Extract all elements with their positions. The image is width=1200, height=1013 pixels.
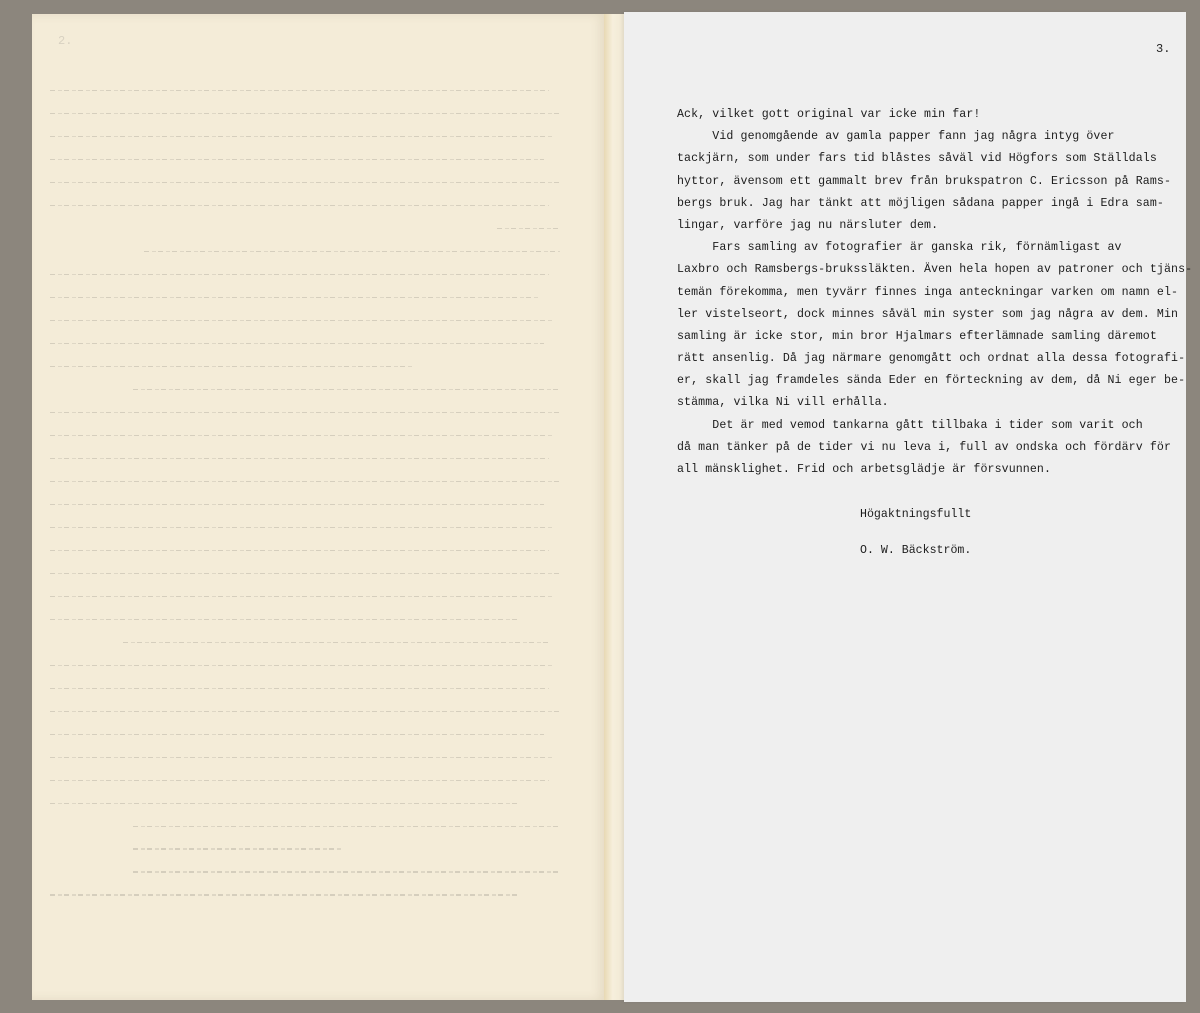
body-line: Vid genomgående av gamla papper fann jag några intyg över bbox=[677, 130, 1115, 144]
body-line: temän förekomma, men tyvärr finnes inga anteckningar varken om namn el- bbox=[677, 285, 1179, 299]
body-line: samling är icke stor, min bror Hjalmars efterlämnade samling däremot bbox=[677, 329, 1157, 343]
book-gutter bbox=[604, 14, 626, 1000]
closing-phrase: Högaktningsfullt bbox=[860, 508, 972, 521]
body-line: er, skall jag framdeles sända Eder en förteckning av dem, då Ni eger be- bbox=[677, 374, 1186, 388]
body-line: stämma, vilka Ni vill erhålla. bbox=[677, 396, 889, 410]
show-through-page-number: 2. bbox=[58, 34, 73, 48]
body-line: hyttor, ävensom ett gammalt brev från brukspatron C. Ericsson på Rams- bbox=[677, 174, 1172, 188]
body-line: Det är med vemod tankarna gått tillbaka i tider som varit och bbox=[677, 418, 1143, 432]
body-line: tackjärn, som under fars tid blåstes såväl vid Högfors som Ställdals bbox=[677, 152, 1157, 166]
body-line: då man tänker på de tider vi nu leva i, full av ondska och fördärv för bbox=[677, 440, 1172, 454]
signature: O. W. Bäckström. bbox=[860, 544, 972, 557]
body-line: rätt ansenlig. Då jag närmare genomgått och ordnat alla dessa fotografi- bbox=[677, 352, 1186, 366]
body-line: Ack, vilket gott original var icke min far! bbox=[677, 108, 981, 121]
body-line: bergs bruk. Jag har tänkt att möjligen sådana papper ingå i Edra sam- bbox=[677, 196, 1164, 210]
left-page bbox=[32, 14, 606, 1000]
right-page bbox=[624, 12, 1193, 1002]
body-line: ler vistelseort, dock minnes såväl min syster som jag några av dem. Min bbox=[677, 307, 1179, 321]
show-through-text bbox=[50, 90, 570, 917]
body-line: Laxbro och Ramsbergs-brukssläkten. Även hela hopen av patroner och tjäns- bbox=[677, 263, 1193, 277]
letter-body bbox=[677, 104, 1193, 481]
body-line: all mänsklighet. Frid och arbetsglädje är försvunnen. bbox=[677, 463, 1052, 476]
page-number: 3. bbox=[1156, 42, 1171, 56]
body-line: lingar, varföre jag nu närsluter dem. bbox=[677, 218, 939, 232]
body-line: Fars samling av fotografier är ganska rik, förnämligast av bbox=[677, 241, 1122, 255]
